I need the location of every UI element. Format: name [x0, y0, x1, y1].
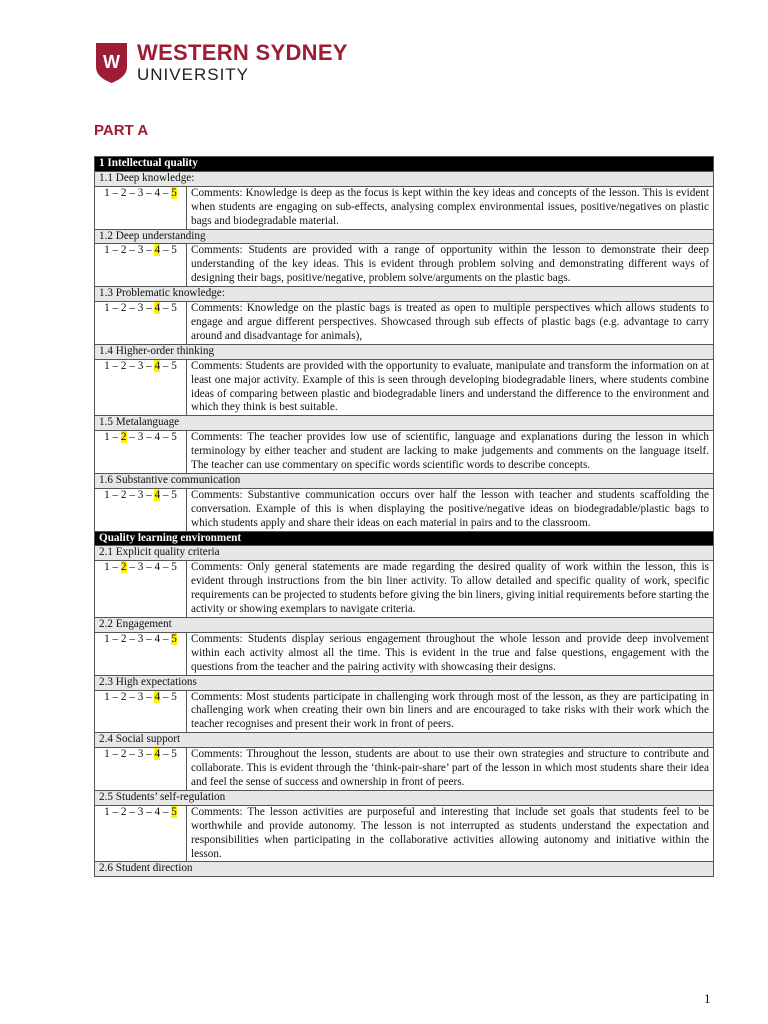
criterion-row: [95, 748, 714, 791]
criterion-comment: Comments: Throughout the lesson, students are about to use their own strategies and structure to contribute and collaborate. This is evident through the ‘think-pair-share’ part of the lesson in which most students share their idea and feel the sense of success and ownership in front of peers.: [187, 748, 714, 791]
criterion-title: 2.4 Social support: [95, 733, 714, 748]
score-scale: [95, 302, 187, 345]
score-option: 3: [137, 359, 144, 372]
score-option: 1: [104, 244, 110, 257]
score-option: 1: [104, 690, 110, 703]
score-separator: –: [126, 359, 138, 372]
criterion-comment: Comments: The teacher provides low use of scientific, language and explanations during the lesson in which terminology by either teacher and student are lacking to make judgements and comments on the language itself. The teacher can use commentary on specific words scientific words to describe concepts.: [187, 431, 714, 474]
criterion-comment: Comments: Substantive communication occurs over half the lesson with teacher and students scaffolding the conversation. Example of this is when displaying the positive/negative ideas on biodegradable/plastic bags to which students apply and share their ideas on each material in pairs and to the classroom.: [187, 488, 714, 531]
score-separator: –: [109, 186, 121, 199]
score-separator: –: [143, 488, 155, 501]
section-title: Quality learning environment: [95, 531, 714, 546]
score-option: 3: [137, 302, 144, 315]
score-separator: –: [109, 748, 121, 761]
score-option: 3: [137, 805, 144, 818]
criterion-row: [95, 690, 714, 733]
criterion-row: [95, 632, 714, 675]
score-option: 5: [171, 359, 177, 372]
score-option: 3: [137, 244, 144, 257]
selected-score: 5: [171, 805, 177, 818]
score-option: 4: [154, 431, 161, 444]
criterion-comment: Comments: Students display serious engagement throughout the whole lesson and provide deep involvement within each activity almost all the time. This is evident in the true and false questions, engagement with the questions from the teacher and the pairing activity with showcasing their designs.: [187, 632, 714, 675]
criterion-row: [95, 244, 714, 287]
score-option: 1: [104, 186, 110, 199]
criterion-title: 2.3 High expectations: [95, 675, 714, 690]
score-option: 3: [137, 431, 144, 444]
score-separator: –: [109, 244, 121, 257]
score-option: 3: [137, 690, 144, 703]
selected-score: 5: [171, 186, 177, 199]
score-separator: –: [126, 488, 138, 501]
criterion-title: 2.5 Students’ self-regulation: [95, 790, 714, 805]
criterion-header: [95, 675, 714, 690]
university-shield-icon: [96, 43, 127, 83]
score-option: 5: [171, 488, 177, 501]
score-separator: –: [143, 302, 155, 315]
score-option: 1: [104, 302, 110, 315]
score-option: 1: [104, 431, 110, 444]
criterion-header: [95, 733, 714, 748]
score-scale: [95, 805, 187, 862]
score-separator: –: [126, 805, 138, 818]
score-option: 1: [104, 748, 110, 761]
score-option: 2: [120, 690, 127, 703]
score-option: 2: [120, 359, 127, 372]
logo-line-university: UNIVERSITY: [137, 65, 250, 84]
criterion-comment: Comments: Most students participate in challenging work through most of the lesson, as they are participating in challenging work when creating their own bin liners and are encouraged to take risks with their work which the teacher recognises and present their work in front of peers.: [187, 690, 714, 733]
score-option: 4: [154, 805, 161, 818]
criterion-header: [95, 790, 714, 805]
svg-text:W: W: [103, 51, 120, 72]
score-separator: –: [160, 805, 172, 818]
criterion-title: 1.3 Problematic knowledge:: [95, 287, 714, 302]
score-separator: –: [160, 244, 172, 257]
score-separator: –: [143, 748, 155, 761]
score-option: 2: [120, 244, 127, 257]
score-option: 2: [120, 748, 127, 761]
score-separator: –: [143, 561, 155, 574]
selected-score: 4: [154, 302, 161, 315]
score-option: 2: [120, 488, 127, 501]
criterion-title: 1.6 Substantive communication: [95, 473, 714, 488]
score-option: 5: [171, 244, 177, 257]
criterion-header: [95, 618, 714, 633]
score-separator: –: [109, 302, 121, 315]
score-option: 3: [137, 748, 144, 761]
criterion-comment: Comments: Knowledge is deep as the focus is kept within the key ideas and concepts of the lesson. This is evident when students are engaging on sub-effects, analysing complex environmental issues, positive/negatives on plastic bags and biodegradable material.: [187, 186, 714, 229]
selected-score: 4: [154, 690, 161, 703]
score-separator: –: [160, 302, 172, 315]
criterion-title: 1.2 Deep understanding: [95, 229, 714, 244]
criterion-title: 1.4 Higher-order thinking: [95, 344, 714, 359]
score-scale: [95, 186, 187, 229]
selected-score: 2: [120, 431, 127, 444]
score-option: 1: [104, 561, 110, 574]
score-scale: [95, 690, 187, 733]
score-scale: [95, 244, 187, 287]
part-title: PART A: [94, 122, 149, 139]
score-separator: –: [126, 302, 138, 315]
criterion-title: 2.6 Student direction: [95, 862, 714, 877]
score-option: 5: [171, 302, 177, 315]
selected-score: 5: [171, 632, 177, 645]
score-scale: [95, 561, 187, 618]
score-option: 1: [104, 359, 110, 372]
score-option: 5: [171, 431, 177, 444]
logo-line-western-sydney: WESTERN SYDNEY: [137, 40, 348, 65]
criterion-title: 2.2 Engagement: [95, 618, 714, 633]
score-option: 3: [137, 488, 144, 501]
score-separator: –: [143, 431, 155, 444]
score-separator: –: [109, 632, 121, 645]
score-option: 5: [171, 748, 177, 761]
score-separator: –: [143, 632, 155, 645]
score-option: 4: [154, 186, 161, 199]
score-scale: [95, 748, 187, 791]
criterion-header: [95, 546, 714, 561]
score-option: 4: [154, 632, 161, 645]
score-separator: –: [126, 748, 138, 761]
section-header: [95, 157, 714, 172]
score-separator: –: [143, 690, 155, 703]
score-separator: –: [126, 561, 138, 574]
score-separator: –: [160, 431, 172, 444]
criterion-row: [95, 805, 714, 862]
criterion-header: [95, 287, 714, 302]
criterion-header: [95, 171, 714, 186]
score-option: 3: [137, 632, 144, 645]
score-option: 5: [171, 561, 177, 574]
score-separator: –: [109, 561, 121, 574]
score-separator: –: [126, 244, 138, 257]
rubric-table: [94, 156, 714, 877]
score-option: 2: [120, 302, 127, 315]
criterion-header: [95, 344, 714, 359]
section-header: [95, 531, 714, 546]
score-separator: –: [126, 690, 138, 703]
criterion-title: 1.1 Deep knowledge:: [95, 171, 714, 186]
university-logo: [96, 42, 348, 83]
score-option: 3: [137, 561, 144, 574]
selected-score: 4: [154, 748, 161, 761]
score-option: 2: [120, 632, 127, 645]
score-option: 2: [120, 805, 127, 818]
selected-score: 4: [154, 359, 161, 372]
selected-score: 4: [154, 244, 161, 257]
score-option: 1: [104, 805, 110, 818]
score-scale: [95, 488, 187, 531]
criterion-comment: Comments: Knowledge on the plastic bags is treated as open to multiple perspectives which allows students to engage and argue different perspectives. Showcased through sub effects of plastic bags (e.g. advantage to carry around and disadvantage for animals),: [187, 302, 714, 345]
score-separator: –: [109, 431, 121, 444]
score-separator: –: [143, 244, 155, 257]
criterion-row: [95, 359, 714, 416]
criterion-header: [95, 416, 714, 431]
score-separator: –: [126, 431, 138, 444]
score-separator: –: [109, 805, 121, 818]
score-separator: –: [160, 632, 172, 645]
criterion-title: 1.5 Metalanguage: [95, 416, 714, 431]
criterion-row: [95, 488, 714, 531]
score-separator: –: [109, 359, 121, 372]
criterion-header: [95, 229, 714, 244]
criterion-header: [95, 473, 714, 488]
criterion-header: [95, 862, 714, 877]
score-option: 3: [137, 186, 144, 199]
selected-score: 2: [120, 561, 127, 574]
score-separator: –: [109, 488, 121, 501]
selected-score: 4: [154, 488, 161, 501]
criterion-row: [95, 302, 714, 345]
section-title: 1 Intellectual quality: [95, 157, 714, 172]
score-scale: [95, 632, 187, 675]
score-option: 2: [120, 186, 127, 199]
page-number: 1: [704, 991, 711, 1006]
score-separator: –: [160, 359, 172, 372]
score-separator: –: [160, 561, 172, 574]
score-separator: –: [143, 805, 155, 818]
score-scale: [95, 359, 187, 416]
criterion-comment: Comments: Students are provided with the opportunity to evaluate, manipulate and transform the information on at least one major activity. Example of this is seen through developing biodegradable liners, where students combine ideas of comparing between plastic and biodegradable liners and understand the difference to the environment and which they think is best suitable.: [187, 359, 714, 416]
score-separator: –: [109, 690, 121, 703]
score-separator: –: [143, 186, 155, 199]
criterion-comment: Comments: The lesson activities are purposeful and interesting that include set goals that students feel to be worthwhile and provide autonomy. The lesson is not interrupted as students understand the expectation and responsibilities when participating in the collaborative activities allowing autonomy and initiative within the lesson.: [187, 805, 714, 862]
score-separator: –: [160, 748, 172, 761]
score-separator: –: [126, 186, 138, 199]
score-separator: –: [160, 690, 172, 703]
score-option: 4: [154, 561, 161, 574]
score-separator: –: [160, 488, 172, 501]
criterion-row: [95, 561, 714, 618]
score-separator: –: [160, 186, 172, 199]
score-option: 1: [104, 632, 110, 645]
score-separator: –: [126, 632, 138, 645]
criterion-title: 2.1 Explicit quality criteria: [95, 546, 714, 561]
criterion-comment: Comments: Students are provided with a range of opportunity within the lesson to demonstrate their deep understanding of the key ideas. This is evident through problem solving and demonstrating different ways of designing their bags, positive/negative, problem solve/arguments on the plastic bags.: [187, 244, 714, 287]
score-option: 1: [104, 488, 110, 501]
score-option: 5: [171, 690, 177, 703]
criterion-row: [95, 186, 714, 229]
score-separator: –: [143, 359, 155, 372]
criterion-comment: Comments: Only general statements are made regarding the desired quality of work within the lesson, this is evident through instructions from the bin liner activity. To allow detailed and specific quality of work, specific requirements can be projected to students before giving the bin liners, giving initial requirements before starting the activity or showing exemplars to navigate criteria.: [187, 561, 714, 618]
criterion-row: [95, 431, 714, 474]
score-scale: [95, 431, 187, 474]
